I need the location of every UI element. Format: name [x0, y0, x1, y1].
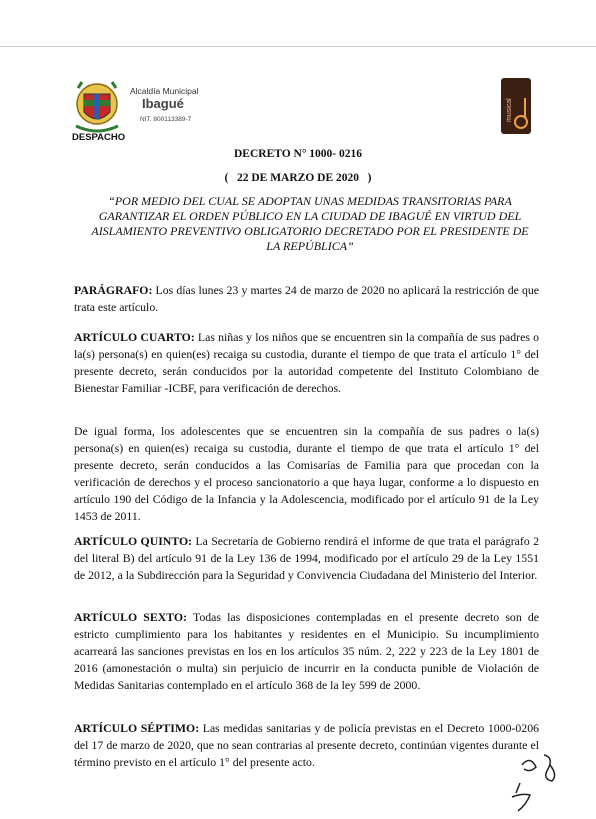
- paragrafo-heading: PARÁGRAFO:: [74, 283, 153, 297]
- adolescentes-text: De igual forma, los adolescentes que se encuentren sin la compañía de sus padres o la(s) persona(s) en quien(es) recaiga su custodia, durante el tiempo de que trata el artículo 1° del presente decreto, serán conducidos a las Comisarías de Familia para que procedan con la verificación de derechos y el proceso sancionatorio a que haya lugar, conforme a lo dispuesto en artículo 190 del Código de la Infancia y la Adolescencia, modificado por el artículo 91 de la Ley 1453 de 2011.: [74, 424, 539, 523]
- decree-date: ( 22 DE MARZO DE 2020 ): [224, 172, 372, 184]
- decree-title: “POR MEDIO DEL CUAL SE ADOPTAN UNAS MEDIDAS TRANSITORIAS PARA GARANTIZAR EL ORDEN PÚBLICO EN LA CIUDAD DE IBAGUÉ EN VIRTUD DEL AISLAMIENTO PREVENTIVO OBLIGATORIO DECRETADO POR EL PRESIDENTE DE LA REPÚBLICA”: [91, 194, 529, 253]
- articulo-sexto-text: Todas las disposiciones contempladas en el presente decreto son de estricto cumplimiento para los habitantes y residentes en el Municipio. Su incumplimiento acarreará las sanciones previstas en los en los artículos 35 núm. 2, 222 y 223 de la Ley 1801 de 2016 (amonestación o multa) sin perjuicio de incurrir en la conducta punible de Violación de Medidas Sanitarias contemplado en el artículo 368 de la ley 599 de 2000.: [74, 610, 539, 692]
- paragrafo-paragraph: [74, 282, 539, 316]
- articulo-sexto-heading: ARTÍCULO SEXTO:: [74, 610, 188, 624]
- handwritten-initials-signature: [500, 735, 570, 815]
- articulo-septimo-paragraph: [74, 720, 539, 771]
- articulo-septimo-heading: ARTÍCULO SÉPTIMO:: [74, 721, 200, 735]
- despacho-label: DESPACHO: [72, 132, 126, 143]
- paragrafo-text: Los días lunes 23 y martes 24 de marzo de 2020 no aplicará la restricción de que trata este artículo.: [74, 283, 539, 314]
- adolescentes-paragraph: [74, 423, 539, 525]
- articulo-quinto-heading: ARTÍCULO QUINTO:: [74, 534, 193, 548]
- articulo-cuarto-text: Las niñas y los niños que se encuentren sin la compañía de sus padres o la(s) persona(s) en quien(es) recaiga su custodia, durante el tiempo de que trata el artículo 1° del presente decreto, serán conducidos por la autoridad competente del Instituto Colombiano de Bienestar Familiar -ICBF, para verificación de derechos.: [74, 330, 540, 395]
- city-name: Ibagué: [142, 96, 184, 111]
- articulo-cuarto-paragraph: [74, 329, 539, 397]
- articulo-quinto-paragraph: [74, 533, 539, 584]
- articulo-cuarto-heading: ARTÍCULO CUARTO:: [74, 330, 195, 344]
- musical-brand-logo: [501, 78, 531, 134]
- decree-number: DECRETO N° 1000- 0216: [233, 148, 363, 160]
- articulo-quinto-text: La Secretaría de Gobierno rendirá el informe de que trata el parágrafo 2 del literal B) del artículo 91 de la Ley 136 de 1994, modificado por el artículo 29 de la Ley 1551 de 2012, a la Subdirección para la Seguridad y Convivencia Ciudadana del Ministerio del Interior.: [74, 534, 539, 582]
- municipal-coat-of-arms-logo: [72, 80, 122, 136]
- alcaldia-label: Alcaldía Municipal: [130, 86, 199, 96]
- musical-logo-text: musical: [506, 98, 513, 122]
- articulo-septimo-text: Las medidas sanitarias y de policía previstas en el Decreto 1000-0206 del 17 de marzo de 2020, que no sean contrarias al presente decreto, continúan vigentes durante el término previsto en el artículo 1° del presente acto.: [74, 721, 539, 769]
- top-rule: [0, 46, 596, 47]
- nit-number: NIT. 800113389-7: [140, 116, 192, 123]
- articulo-sexto-paragraph: [74, 609, 539, 694]
